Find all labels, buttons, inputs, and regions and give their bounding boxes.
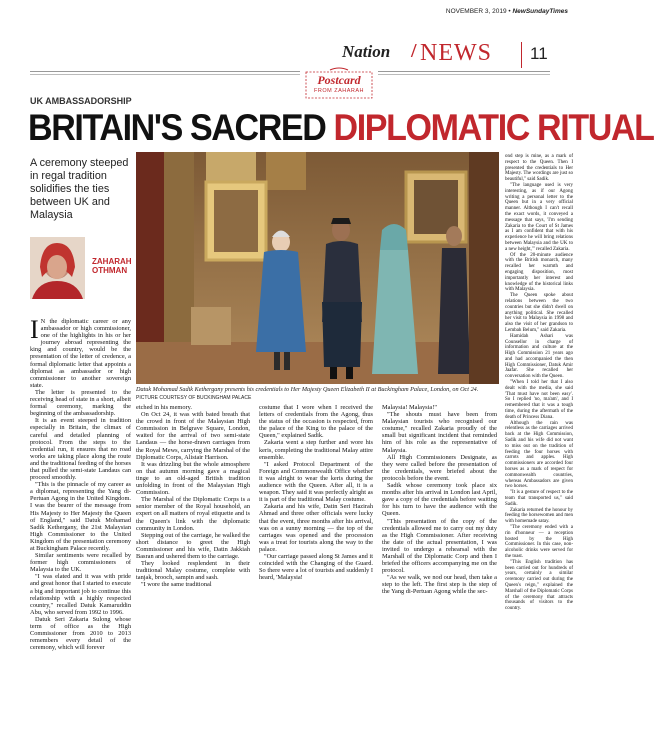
drop-cap: I — [30, 315, 39, 344]
issue-date: NOVEMBER 3, 2019 • NewSundayTimes — [445, 8, 568, 15]
masthead-divider — [521, 42, 522, 68]
royal-audience-photo-icon — [136, 152, 499, 384]
standfirst: A ceremony steeped in regal tradition solidifies the ties between UK and Malaysia — [30, 157, 129, 221]
byline-photo — [30, 237, 85, 299]
paper-name: NewSundayTimes — [512, 8, 568, 15]
section-news: NEWS — [420, 40, 492, 66]
article-column-3: costume that I wore when I received the letters of credentials from the Agong, thus the status of the occasion is respected, from the palace of the King to the palace of the Queen," explained Sadik. Zakaria went a step further and wore his keris, completing the traditional Malay attire ensemble. "I asked Protocol Department of the Foreign and Commonwealth Office whether it was alright to wear the keris during the audience with the Queen. After all, it is a weapon. They said it was perfectly alright as it is part of the traditional Malay costume. Zakaria and his wife, Datin Seri Hazirah Ahmad and three other officials were lucky that the event, three months after his arrival, was on a sunny morning — the top of the carriages was opened and the procession was a treat for tourists along the way to the palace. "Our carriage passed along St James and it coincided with the Changing of the Guard. So there were a lot of tourists and suddenly I heard, 'Malaysia! — [259, 404, 373, 582]
section-name: Nation — [342, 42, 391, 61]
postcard-title: Postcard — [317, 73, 361, 87]
article-column-1: I N the diplomatic career or any ambassador or high commissioner, one of the highlights in his or her journey abroad representing the king and country, would be the presentation of the letter of credence, a formal diplomatic letter that appoints a diplomat as ambassador or high commissioner to another sovereign state. The letter is presented to the receiving head of state in a short, albeit formal ceremony, marking the beginning of the ambassadorship. It is an event steeped in tradition especially in Britain, the climax of careful and detailed planning of protocol. From the steps to the credential run, it ensures that no road works are taking place along the route and the traditional feeding of the horses that pulled the semi-state Landaus can proceed smoothly. "This is the pinnacle of my career as a diplomat, representing the Yang di-Pertuan Agong in the United Kingdom. I was the bearer of the message from His Majesty to Her Majesty the Queen of England," said Datuk Mohamad Sadik Kethergany, the 21st Malaysian High Commissioner to the United Kingdom of the presentation ceremony at Buckingham Palace recently. Similar sentiments were recalled by former high commissioners of Malaysia to the UK. "I was elated and it was with pride and great honor that I started to execute a big and important job to continue this relationship with a highly respected country," recalled Datuk Kamaruddin Abu, who served from 1992 to 1996. Datuk Seri Zakaria Sulong whose term of office as the High Commissioner from 2010 to 2013 remembers every detail of the ceremony, which will forever — [30, 315, 131, 652]
kicker: UK AMBASSADORSHIP — [30, 96, 132, 106]
masthead-rule — [30, 71, 550, 72]
main-photo — [136, 152, 499, 384]
page-number: 11 — [530, 44, 548, 63]
byline-name: ZAHARAH OTHMAN — [92, 257, 132, 275]
photo-caption: Datuk Mohamad Sadik Kethergany presents his credentials to Her Majesty Queen Elizabeth II at Buckingham Palace, London, on Oct 24. PICTURE COURTESY OF BUCKINGHAM PALACE — [136, 386, 479, 401]
masthead-rule-2 — [30, 74, 550, 75]
photo-credit: PICTURE COURTESY OF BUCKINGHAM PALACE — [136, 394, 252, 401]
headline-part1: BRITAIN'S SACRED — [28, 107, 334, 148]
postcard-subtitle: FROM ZAHARAH — [314, 88, 364, 94]
article-column-5: ond step is mine, as a mark of respect to the Queen. Then I presented the credentials to Her Majesty. The wordings are just so beautiful," said Sadik. "The language used is very interesting, as if our Agong writing a personal letter to the Queen but in a very official manner. Although I can't recall the exact words, it conveyed a message that says, 'I'm sending Zakaria to the Court of St James as I am confident that with his experience he will bring relations between Malaysia and the UK to a new height,'" recalled Zakaria. Of the 20-minute audience with the British monarch, many recalled her warmth and engaging disposition, most importantly her interest and knowledge of the historical links with Malaysia. The Queen spoke about relations between the two countries but she didn't dwell on anything political. She recalled her visit to Malaysia in 1998 and also the visit of her grandson to Lembah Belum," said Zakaria. Hamidah Ashari was Counsellor in charge of information and culture at the High Commission 21 years ago and had accompanied the then High Commissioner, Datuk Amir Jaafar. She recalled her conversation with the Queen. "When I told her that I also dealt with the media, she said 'That must have not been easy'. So I replied 'no, ma'am', and I remembered that it was a tough time, during the aftermath of the death of Princess Diana. Although the rain was relentless as the carriages arrived back at the High Commission, Sadik and his wife did not want to miss out on the tradition of feeding the four horses with carrots and apples. High commissioners are accorded four horses as a mark of respect for commonwealth countries, whereas Ambassadors are given two horses. "It is a gesture of respect to the team that transported us," said Sadik. Zakaria returned the honour by feeding the horsewomen and men with homemade satay. "The ceremony ended with a rin d'honneur — a reception hosted by the High Commissioner. In this case, non-alcoholic drinks were served for the toast. "This English tradition has been carried out for hundreds of years, certainly a similar ceremony carried out during the Queen's reign," explained the Marshall of the Diplomatic Corps of the ceremony that attracts thousands of visitors to the country. — [505, 154, 573, 612]
headline-part2: DIPLOMATIC RITUAL — [333, 107, 654, 148]
section-slash: / — [411, 40, 417, 62]
author-portrait-icon — [30, 237, 85, 299]
article-column-4: Malaysia! Malaysia!" "The shouts must have been from Malaysian tourists who recognised our costume," recalled Zakaria proudly of the small but significant incident that reminded him of his role as the representative of Malaysia. All High Commissioners Designate, as they were called before the presentation of the credentials, were briefed about the protocols before the event. Sadik whose ceremony took place six months after his arrival in London last April, gave a copy of the credentials before waiting for his turn to have the audience with the Queen. "This presentation of the copy of the credentials allowed me to carry out my duty as the High Commissioner. After receiving the date of the actual presentation, I was invited to undergo a rehearsal with the Marshall of the Diplomatic Corp and then I briefed the officers accompanying me on the protocol. "As we walk, we nod our head, then take a step to the left. The first step is the step of the Yang di-Pertuan Agong while the sec- — [382, 404, 497, 596]
article-column-2: etched in his memory. On Oct 24, it was with bated breath that the crowd in front of the Malaysian High Commission in Belgrave Square, London, waited for the arrival of two semi-state Landaus — the horse-drawn carriages from the Royal Mews, carrying the Marshal of the Diplomatic Corps, Alistair Harrison. It was drizzling but the whole atmosphere on that autumn morning gave a magical tinge to an old-aged British tradition unfolding in front of the Malaysian High Commission. The Marshal of the Diplomatic Corps is a senior member of the Royal household, an expert on all matters of royal etiquette and is the Queen's link with the diplomatic community in London. Stepping out of the carriage, he walked the short distance to greet the High Commissioner and his wife, Datin Jakkiah Basran and ushered them to the carriage. They looked resplendent in their traditional Malay costume, complete with tanjak, brooch, sampin and sash. "I wore the same traditional — [136, 404, 250, 589]
headline — [28, 108, 654, 148]
